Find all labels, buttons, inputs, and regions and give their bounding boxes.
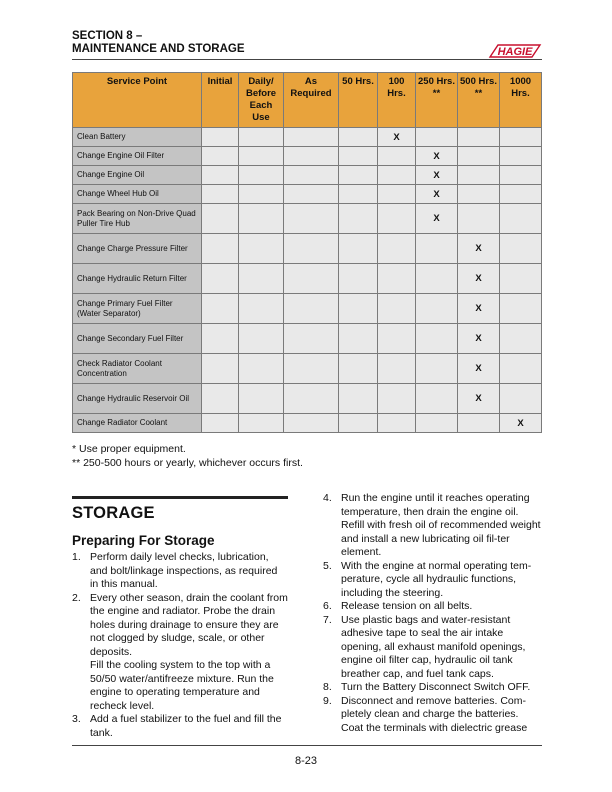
list-item <box>72 551 288 592</box>
interval-cell <box>458 166 500 185</box>
interval-cell <box>202 234 239 264</box>
service-point-cell: Change Secondary Fuel Filter <box>73 324 202 354</box>
interval-cell <box>458 185 500 204</box>
interval-cell <box>416 324 458 354</box>
table-row <box>73 147 542 166</box>
interval-cell <box>202 147 239 166</box>
preparing-for-storage-heading: Preparing For Storage <box>72 533 215 548</box>
interval-cell <box>416 354 458 384</box>
interval-cell <box>202 204 239 234</box>
interval-cell: X <box>378 128 416 147</box>
interval-cell <box>339 166 378 185</box>
logo-text: HAGIE <box>497 46 533 58</box>
interval-cell <box>239 166 284 185</box>
interval-cell <box>239 414 284 433</box>
interval-cell <box>339 185 378 204</box>
step-number: 7. <box>323 613 332 626</box>
interval-cell <box>458 128 500 147</box>
table-header-row <box>73 73 542 128</box>
interval-cell: X <box>458 384 500 414</box>
table-row <box>73 294 542 324</box>
column-header: Daily/ Before Each Use <box>239 73 284 128</box>
service-point-cell: Change Hydraulic Return Filter <box>73 264 202 294</box>
step-text <box>341 681 543 695</box>
interval-cell <box>458 204 500 234</box>
interval-cell <box>500 354 542 384</box>
service-point-cell: Change Engine Oil Filter <box>73 147 202 166</box>
interval-cell <box>339 354 378 384</box>
storage-steps-left <box>72 551 288 740</box>
step-paragraph: Run the engine until it reaches operating temperature, then drain the engine oil. Refill with fresh oil of recommended weight and install a new lubricating oil fil-ter element. <box>341 492 541 558</box>
service-point-cell: Change Radiator Coolant <box>73 414 202 433</box>
interval-cell: X <box>416 166 458 185</box>
step-paragraph: Fill the cooling system to the top with a 50/50 water/antifreeze mixture. Run the engine to operating temperature and recheck level. <box>90 659 274 712</box>
table-row <box>73 185 542 204</box>
service-point-cell: Pack Bearing on Non-Drive Quad Puller Tire Hub <box>73 204 202 234</box>
interval-cell <box>339 414 378 433</box>
interval-cell <box>202 384 239 414</box>
interval-cell <box>284 185 339 204</box>
interval-cell <box>500 185 542 204</box>
interval-cell <box>339 324 378 354</box>
interval-cell <box>416 294 458 324</box>
interval-cell <box>339 234 378 264</box>
header-rule <box>72 59 542 60</box>
interval-cell <box>500 234 542 264</box>
table-row <box>73 204 542 234</box>
interval-cell: X <box>416 185 458 204</box>
table-notes <box>72 442 303 470</box>
step-paragraph: Release tension on all belts. <box>341 600 473 612</box>
interval-cell <box>284 128 339 147</box>
table-row <box>73 354 542 384</box>
interval-cell <box>378 414 416 433</box>
list-item <box>323 695 543 736</box>
table-row <box>73 166 542 185</box>
service-point-cell: Change Wheel Hub Oil <box>73 185 202 204</box>
service-point-cell: Change Charge Pressure Filter <box>73 234 202 264</box>
storage-rule <box>72 496 288 499</box>
interval-cell <box>284 354 339 384</box>
interval-cell <box>339 128 378 147</box>
interval-cell <box>202 185 239 204</box>
service-point-cell: Clean Battery <box>73 128 202 147</box>
step-number: 9. <box>323 694 332 707</box>
interval-cell <box>416 414 458 433</box>
step-paragraph: With the engine at normal operating tem-perature, cycle all hydraulic functions, including the steering. <box>341 559 532 599</box>
interval-cell <box>202 354 239 384</box>
service-point-cell: Check Radiator Coolant Concentration <box>73 354 202 384</box>
column-header: As Required <box>284 73 339 128</box>
table-row <box>73 128 542 147</box>
column-header: 1000 Hrs. <box>500 73 542 128</box>
interval-cell <box>339 294 378 324</box>
column-header: 50 Hrs. <box>339 73 378 128</box>
interval-cell <box>500 324 542 354</box>
interval-cell <box>239 185 284 204</box>
step-paragraph: Use plastic bags and water-resistant adhesive tape to seal the air intake opening, all exhaust manifold openings, engine oil filter cap, hydraulic oil tank breather cap, and fuel tank caps. <box>341 613 526 680</box>
table-row <box>73 384 542 414</box>
column-header: 500 Hrs. ** <box>458 73 500 128</box>
step-paragraph: Add a fuel stabilizer to the fuel and fill the tank. <box>90 713 282 739</box>
column-header: Initial <box>202 73 239 128</box>
interval-cell <box>458 414 500 433</box>
step-paragraph: Every other season, drain the coolant from the engine and radiator. Probe the drain holes during drainage to ensure they are not clogged by sludge, scale, or other deposits. <box>90 591 288 658</box>
interval-cell <box>284 414 339 433</box>
hagie-logo <box>486 43 542 59</box>
interval-cell: X <box>458 354 500 384</box>
interval-cell: X <box>458 324 500 354</box>
interval-cell <box>202 414 239 433</box>
list-item <box>323 492 543 560</box>
interval-cell: X <box>458 234 500 264</box>
interval-cell <box>339 384 378 414</box>
interval-cell: X <box>458 264 500 294</box>
service-point-cell: Change Hydraulic Reservoir Oil <box>73 384 202 414</box>
interval-cell <box>284 166 339 185</box>
interval-cell <box>284 324 339 354</box>
interval-cell <box>284 234 339 264</box>
list-item <box>72 713 288 740</box>
interval-cell <box>416 264 458 294</box>
interval-cell <box>202 128 239 147</box>
interval-cell <box>500 166 542 185</box>
step-number: 6. <box>323 600 332 612</box>
interval-cell <box>500 384 542 414</box>
interval-cell <box>378 354 416 384</box>
table-row <box>73 414 542 433</box>
interval-cell <box>284 204 339 234</box>
interval-cell <box>378 185 416 204</box>
interval-cell <box>500 147 542 166</box>
interval-cell <box>239 147 284 166</box>
step-paragraph: Perform daily level checks, lubrication, and bolt/linkage inspections, as required in this manual. <box>90 551 278 590</box>
interval-cell: X <box>416 147 458 166</box>
step-text <box>90 592 288 714</box>
interval-cell <box>378 384 416 414</box>
interval-cell <box>416 384 458 414</box>
step-paragraph: Disconnect and remove batteries. Com-pletely clean and charge the batteries. Coat the terminals with dielectric grease <box>341 694 528 734</box>
storage-steps-right <box>323 492 543 735</box>
interval-cell <box>202 324 239 354</box>
page-number: 8-23 <box>294 755 318 767</box>
step-text <box>341 492 543 560</box>
interval-cell <box>416 128 458 147</box>
interval-cell: X <box>500 414 542 433</box>
step-text <box>341 614 543 682</box>
service-point-cell: Change Engine Oil <box>73 166 202 185</box>
interval-cell <box>284 264 339 294</box>
step-number: 1. <box>72 551 81 563</box>
interval-cell <box>239 264 284 294</box>
storage-right-column <box>323 489 543 735</box>
interval-cell <box>284 384 339 414</box>
interval-cell <box>202 166 239 185</box>
interval-cell <box>339 264 378 294</box>
interval-cell <box>500 128 542 147</box>
step-text <box>341 600 543 614</box>
section-title: MAINTENANCE AND STORAGE <box>72 43 245 55</box>
step-number: 5. <box>323 559 332 572</box>
interval-cell <box>500 204 542 234</box>
interval-cell <box>500 294 542 324</box>
step-text <box>90 713 288 740</box>
page-header <box>72 30 542 60</box>
service-point-cell: Change Primary Fuel Filter (Water Separator) <box>73 294 202 324</box>
section-number: SECTION 8 – <box>72 30 143 42</box>
note-hours: ** 250-500 hours or yearly, whichever occurs first. <box>72 457 303 469</box>
list-item <box>323 560 543 601</box>
table-row <box>73 234 542 264</box>
interval-cell <box>500 264 542 294</box>
maintenance-schedule-table <box>72 72 542 433</box>
list-item <box>323 600 543 614</box>
list-item <box>323 681 543 695</box>
interval-cell <box>339 147 378 166</box>
interval-cell <box>378 264 416 294</box>
interval-cell <box>202 264 239 294</box>
interval-cell <box>239 234 284 264</box>
interval-cell <box>239 294 284 324</box>
footer-rule <box>72 745 542 746</box>
interval-cell <box>284 147 339 166</box>
column-header: Service Point <box>73 73 202 128</box>
storage-heading: STORAGE <box>72 504 155 522</box>
step-text <box>90 551 288 592</box>
interval-cell <box>202 294 239 324</box>
step-number: 2. <box>72 591 81 604</box>
step-number: 4. <box>323 492 332 504</box>
list-item <box>323 614 543 682</box>
interval-cell <box>284 294 339 324</box>
interval-cell <box>416 234 458 264</box>
interval-cell <box>239 354 284 384</box>
storage-left-column <box>72 496 288 740</box>
list-item <box>72 592 288 714</box>
interval-cell <box>239 204 284 234</box>
interval-cell <box>239 128 284 147</box>
interval-cell <box>239 324 284 354</box>
table-row <box>73 264 542 294</box>
interval-cell: X <box>416 204 458 234</box>
step-paragraph: Turn the Battery Disconnect Switch OFF. <box>341 681 531 693</box>
interval-cell <box>239 384 284 414</box>
interval-cell <box>458 147 500 166</box>
interval-cell <box>378 294 416 324</box>
step-text <box>341 695 543 736</box>
step-number: 3. <box>72 713 81 725</box>
note-proper-equipment: * Use proper equipment. <box>72 443 186 455</box>
step-number: 8. <box>323 681 332 693</box>
interval-cell <box>378 147 416 166</box>
step-text <box>341 560 543 601</box>
column-header: 100 Hrs. <box>378 73 416 128</box>
table-row <box>73 324 542 354</box>
interval-cell: X <box>458 294 500 324</box>
column-header: 250 Hrs. ** <box>416 73 458 128</box>
interval-cell <box>378 234 416 264</box>
interval-cell <box>378 204 416 234</box>
interval-cell <box>378 166 416 185</box>
interval-cell <box>378 324 416 354</box>
interval-cell <box>339 204 378 234</box>
